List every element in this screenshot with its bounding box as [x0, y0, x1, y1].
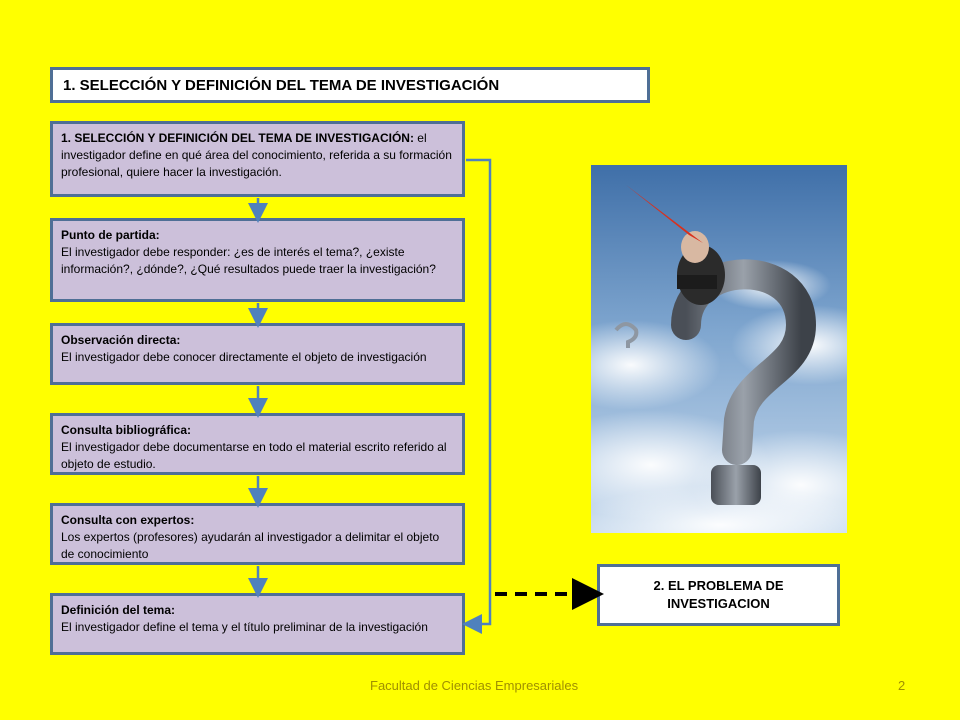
step-heading: Consulta bibliográfica:: [61, 423, 192, 437]
step-heading: 1. SELECCIÓN Y DEFINICIÓN DEL TEMA DE INVESTIGACIÓN:: [61, 131, 414, 145]
step-text: El investigador debe conocer directamente el objeto de investigación: [61, 350, 427, 364]
step-heading: Punto de partida:: [61, 228, 160, 242]
loop-arrow: [466, 160, 490, 624]
next-topic-line1: 2. EL PROBLEMA DE: [653, 578, 784, 593]
next-topic-line2: INVESTIGACION: [667, 596, 770, 611]
step-heading: Definición del tema:: [61, 603, 176, 617]
step-heading: Consulta con expertos:: [61, 513, 195, 527]
page-number: 2: [898, 678, 906, 693]
step-text: El investigador define el tema y el título preliminar de la investigación: [61, 620, 428, 634]
step-text: El investigador debe responder: ¿es de interés el tema?, ¿existe información?, ¿dónde?, ¿Qué resultados puede traer la investigación?: [61, 245, 436, 276]
step-text: el investigador define en qué área del conocimiento, referida a su formación profesional, quiere hacer la investigación.: [61, 131, 452, 179]
footer-faculty: Facultad de Ciencias Empresariales: [370, 678, 579, 693]
step-text: Los expertos (profesores) ayudarán al investigador a delimitar el objeto de conocimiento: [61, 530, 440, 561]
page-title-text: 1. SELECCIÓN Y DEFINICIÓN DEL TEMA DE INVESTIGACIÓN: [63, 76, 500, 94]
step-text: El investigador debe documentarse en todo el material escrito referido al objeto de estudio.: [61, 440, 447, 471]
step-heading: Observación directa:: [61, 333, 181, 347]
